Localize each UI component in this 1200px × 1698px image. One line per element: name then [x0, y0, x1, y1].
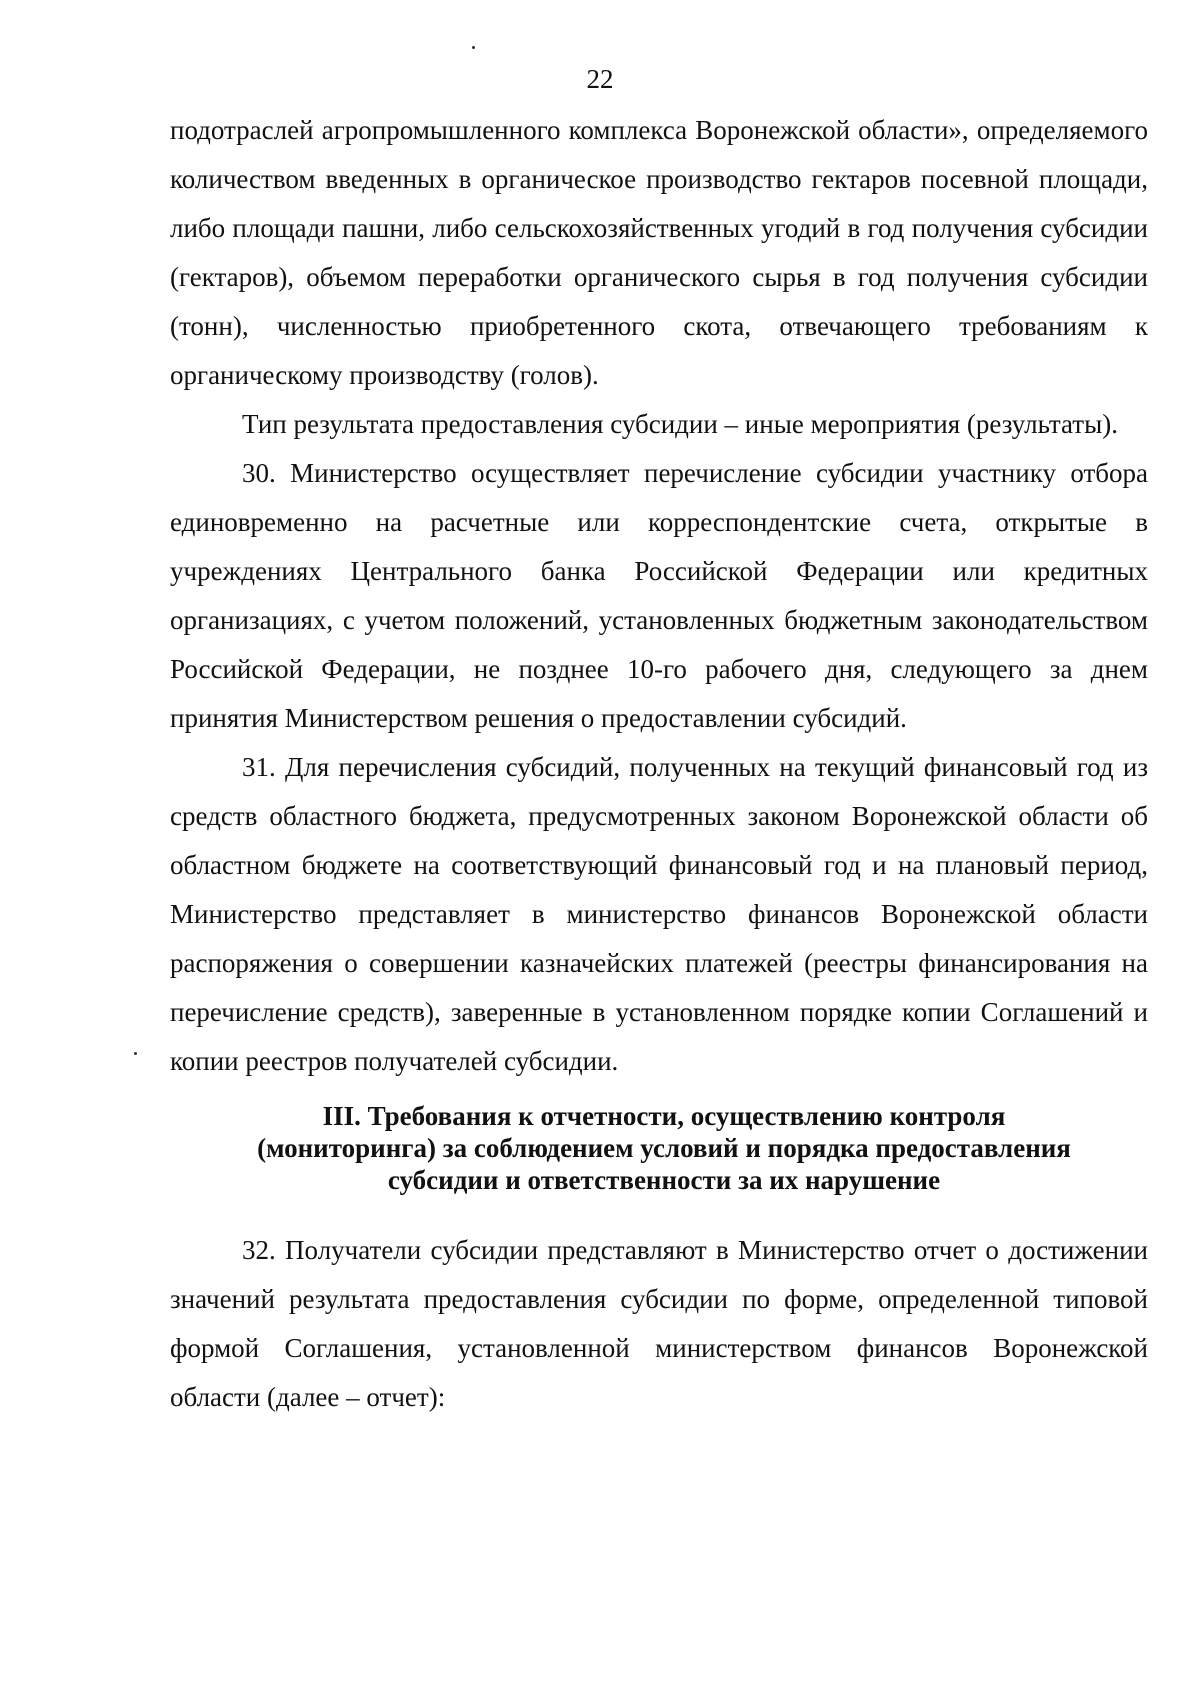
page-number: 22	[586, 64, 614, 94]
scan-speck	[472, 46, 475, 49]
section-heading	[170, 1100, 1148, 1196]
paragraph-31: 31. Для перечисления субсидий, полученных на текущий финансовый год из средств областного бюджета, предусмотренных законом Воронежской области об областном бюджете на соответствующий финансовый год и на плановый период, Министерство представляет в министерство финансов Воронежской области распоряжения о совершении казначейских платежей (реестры финансирования на перечисление средств), заверенные в установленном порядке копии Соглашений и копии реестров получателей субсидии.	[170, 752, 1148, 1076]
section-heading-line-1: III. Требования к отчетности, осуществлению контроля	[322, 1101, 1006, 1131]
document-body	[170, 106, 1148, 1422]
paragraph-result-type: Тип результата предоставления субсидии – иные мероприятия (результаты).	[242, 409, 1118, 439]
paragraph-32: 32. Получатели субсидии представляют в Министерство отчет о достижении значений результата предоставления субсидии по форме, определенной типовой формой Соглашения, установленной министерством финансов Воронежской области (далее – отчет):	[170, 1235, 1148, 1412]
section-heading-line-3: субсидии и ответственности за их нарушение	[387, 1165, 941, 1195]
scan-speck	[134, 1052, 137, 1055]
section-heading-line-2: (мониторинга) за соблюдением условий и порядка предоставления	[257, 1133, 1071, 1163]
paragraph-continued: подотраслей агропромышленного комплекса Воронежской области», определяемого количеством введенных в органическое производство гектаров посевной площади, либо площади пашни, либо сельскохозяйственных угодий в год получения субсидии (гектаров), объемом переработки органического сырья в год получения субсидии (тонн), численностью приобретенного скота, отвечающего требованиям к органическому производству (голов).	[170, 115, 1148, 390]
paragraph-30: 30. Министерство осуществляет перечисление субсидии участнику отбора единовременно на расчетные или корреспондентские счета, открытые в учреждениях Центрального банка Российской Федерации или кредитных организациях, с учетом положений, установленных бюджетным законодательством Российской Федерации, не позднее 10-го рабочего дня, следующего за днем принятия Министерством решения о предоставлении субсидий.	[170, 458, 1148, 733]
